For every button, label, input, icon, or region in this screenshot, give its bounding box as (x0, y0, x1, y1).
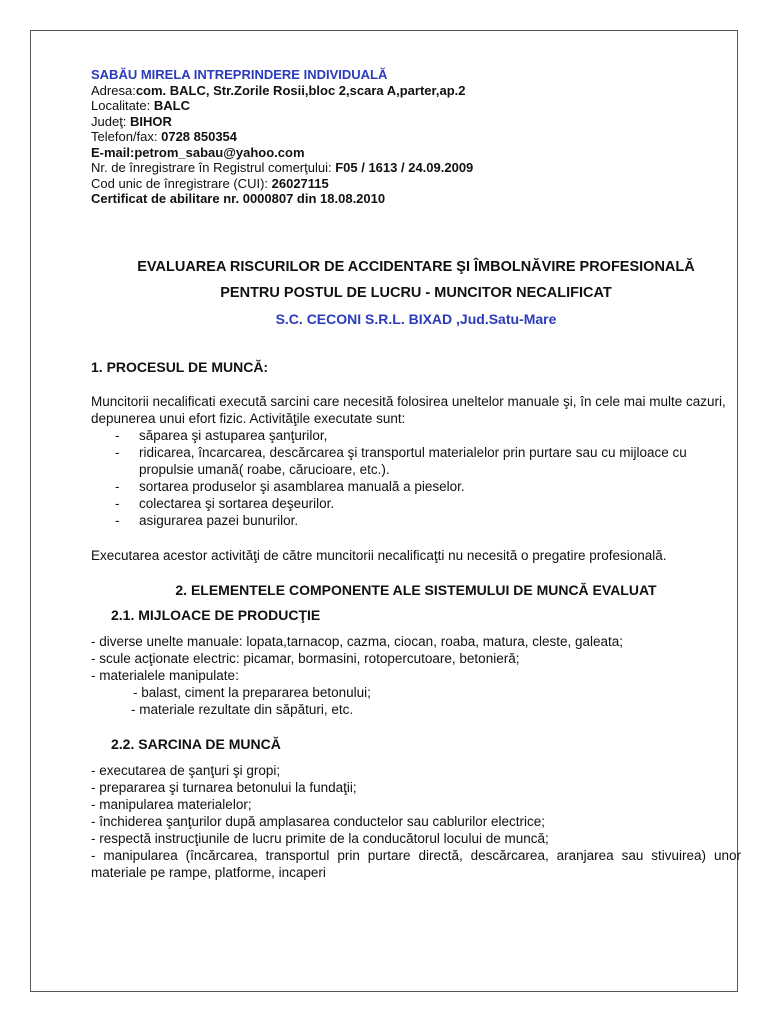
section-2-heading: 2. ELEMENTELE COMPONENTE ALE SISTEMULUI DE MUNCĂ EVALUAT (175, 581, 657, 598)
locality-label: Localitate: (91, 98, 154, 113)
list-item: - sortarea produselor şi asamblarea manuală a pieselor. (115, 478, 741, 495)
registry-value: F05 / 1613 / 24.09.2009 (335, 160, 474, 175)
document-subtitle: PENTRU POSTUL DE LUCRU - MUNCITOR NECALIFICAT (220, 284, 612, 301)
section-1-intro: Muncitorii necalificati execută sarcini care necesită folosirea uneltelor manuale şi, în cele mai multe cazuri, depunerea unui efort fizic. Activităţile executate sunt: (91, 393, 726, 426)
cui-label: Cod unic de înregistrare (CUI): (91, 175, 272, 191)
section-1-heading: 1. PROCESUL DE MUNCĂ: (91, 358, 269, 375)
list-item: - colectarea şi sortarea deşeurilor. (115, 495, 741, 512)
address-line (91, 83, 741, 99)
document-content (91, 67, 741, 881)
cui-line (91, 176, 741, 192)
work-tasks (91, 762, 741, 881)
subsection-2-1-heading: 2.1. MIJLOACE DE PRODUCŢIE (111, 606, 321, 623)
task-line: - executarea de şanţuri şi gropi; (91, 762, 281, 778)
production-line: - materialele manipulate: (91, 667, 239, 683)
activities-list (91, 427, 741, 529)
task-line: - respectă instrucţiunile de lucru primite de la conducătorul locului de muncă; (91, 830, 549, 846)
address-label: Adresa: (91, 82, 136, 98)
company-header (91, 67, 741, 207)
list-item: - săparea şi astuparea şanţurilor, (115, 427, 741, 444)
section-1-closing: Executarea acestor activităţi de către muncitorii necalificaţti nu necesită o pregatire profesională. (91, 547, 667, 563)
certificate-line: Certificat de abilitare nr. 0000807 din 18.08.2010 (91, 191, 386, 206)
registry-label: Nr. de înregistrare în Registrul comerţului: (91, 160, 336, 175)
task-line: - închiderea şanţurilor după amplasarea conductelor sau cablurilor electrice; (91, 813, 545, 829)
county-value: BIHOR (130, 113, 172, 129)
company-location-title: S.C. CECONI S.R.L. BIXAD ,Jud.Satu-Mare (275, 310, 557, 327)
list-item: - asigurarea pazei bunurilor. (115, 512, 741, 529)
county-line (91, 114, 741, 130)
document-page (30, 30, 741, 992)
phone-label: Telefon/fax: (91, 129, 162, 144)
production-line: - diverse unelte manuale: lopata,tarnacop, cazma, ciocan, roaba, matura, cleste, galeata; (91, 633, 624, 649)
production-means (91, 633, 741, 718)
production-line: - balast, ciment la prepararea betonului; (133, 684, 371, 700)
county-label: Judeţ: (91, 113, 131, 129)
company-name: SABĂU MIRELA INTREPRINDERE INDIVIDUALĂ (91, 67, 388, 82)
locality-value: BALC (153, 98, 190, 113)
cui-value: 26027115 (271, 175, 329, 191)
task-line: - prepararea şi turnarea betonului la fundaţii; (91, 779, 357, 795)
list-item: - ridicarea, încarcarea, descărcarea şi transportul materialelor prin purtare sau cu mijloace cu propulsie umană( roabe, cărucioare, etc.). (115, 444, 741, 478)
registry-line (91, 160, 741, 176)
phone-line (91, 129, 741, 145)
task-line: - manipularea materialelor; (91, 796, 252, 812)
email-line: E-mail:petrom_sabau@yahoo.com (91, 144, 305, 160)
locality-line (91, 98, 741, 114)
task-line: - manipularea (încărcarea, transportul prin purtare directă, descărcarea, aranjarea sau stivuirea) unor materiale pe rampe, platforme, incaperi (91, 847, 741, 880)
production-line: - scule acţionate electric: picamar, bormasini, rotopercutoare, betonieră; (91, 650, 520, 666)
production-line: - materiale rezultate din săpături, etc. (131, 701, 354, 717)
address-value: com. BALC, Str.Zorile Rosii,bloc 2,scara A,parter,ap.2 (135, 82, 466, 98)
subsection-2-2-heading: 2.2. SARCINA DE MUNCĂ (111, 735, 281, 752)
phone-value: 0728 850354 (161, 129, 238, 144)
document-title: EVALUAREA RISCURILOR DE ACCIDENTARE ŞI ÎMBOLNĂVIRE PROFESIONALĂ (137, 258, 695, 275)
